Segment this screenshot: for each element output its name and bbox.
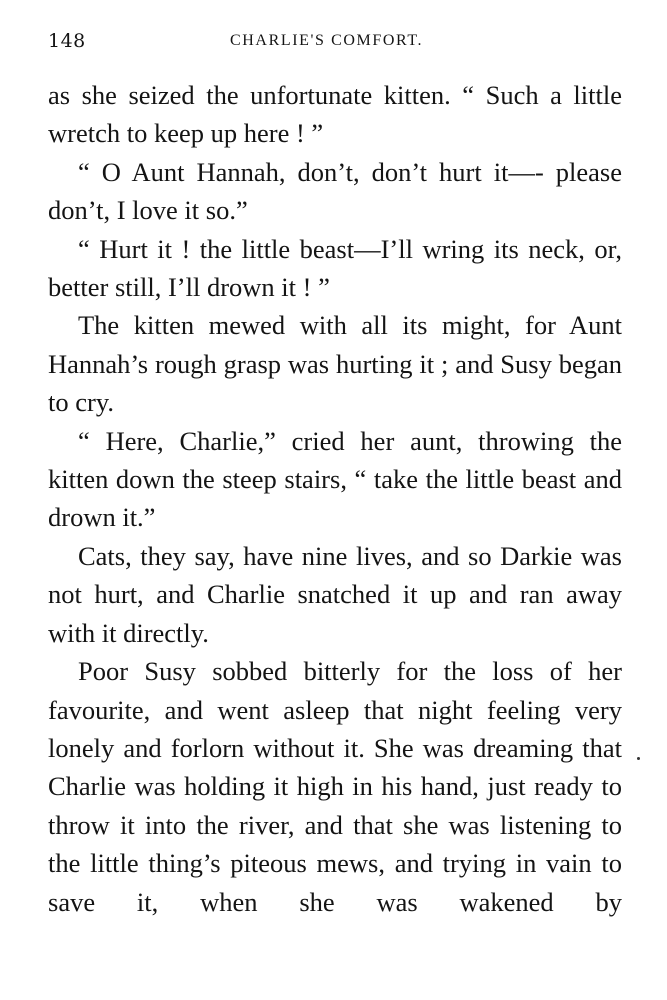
paragraph: “ Here, Charlie,” cried her aunt, throwing the kitten down the steep stairs, “ take the little beast and drown it.” <box>48 425 622 533</box>
body-text <box>48 76 622 921</box>
ink-speck <box>637 757 640 760</box>
paragraph: “ O Aunt Hannah, don’t, don’t hurt it—- please don’t, I love it so.” <box>48 156 622 226</box>
page-number: 148 <box>48 30 86 52</box>
running-title: CHARLIE'S COMFORT. <box>230 32 424 49</box>
page-header <box>48 30 618 60</box>
paragraph: The kitten mewed with all its might, for Aunt Hannah’s rough grasp was hurting it ; and Susy began to cry. <box>48 310 622 418</box>
paragraph-continued: as she seized the unfortunate kitten. “ Such a little wretch to keep up here ! ” <box>48 80 622 149</box>
paragraph: “ Hurt it ! the little beast—I’ll wring its neck, or, better still, I’ll drown it ! ” <box>48 233 622 303</box>
paragraph: Cats, they say, have nine lives, and so Darkie was not hurt, and Charlie snatched it up and ran away with it directly. <box>48 540 622 648</box>
paragraph-continues: Poor Susy sobbed bitterly for the loss of her favourite, and went asleep that night feeling very lonely and forlorn without it. She was dreaming that Charlie was holding it high in his hand, just ready to throw it into the river, and that she was listening to the little thing’s piteous mews, and trying in vain to save it, when she was wakened by <box>48 656 622 917</box>
